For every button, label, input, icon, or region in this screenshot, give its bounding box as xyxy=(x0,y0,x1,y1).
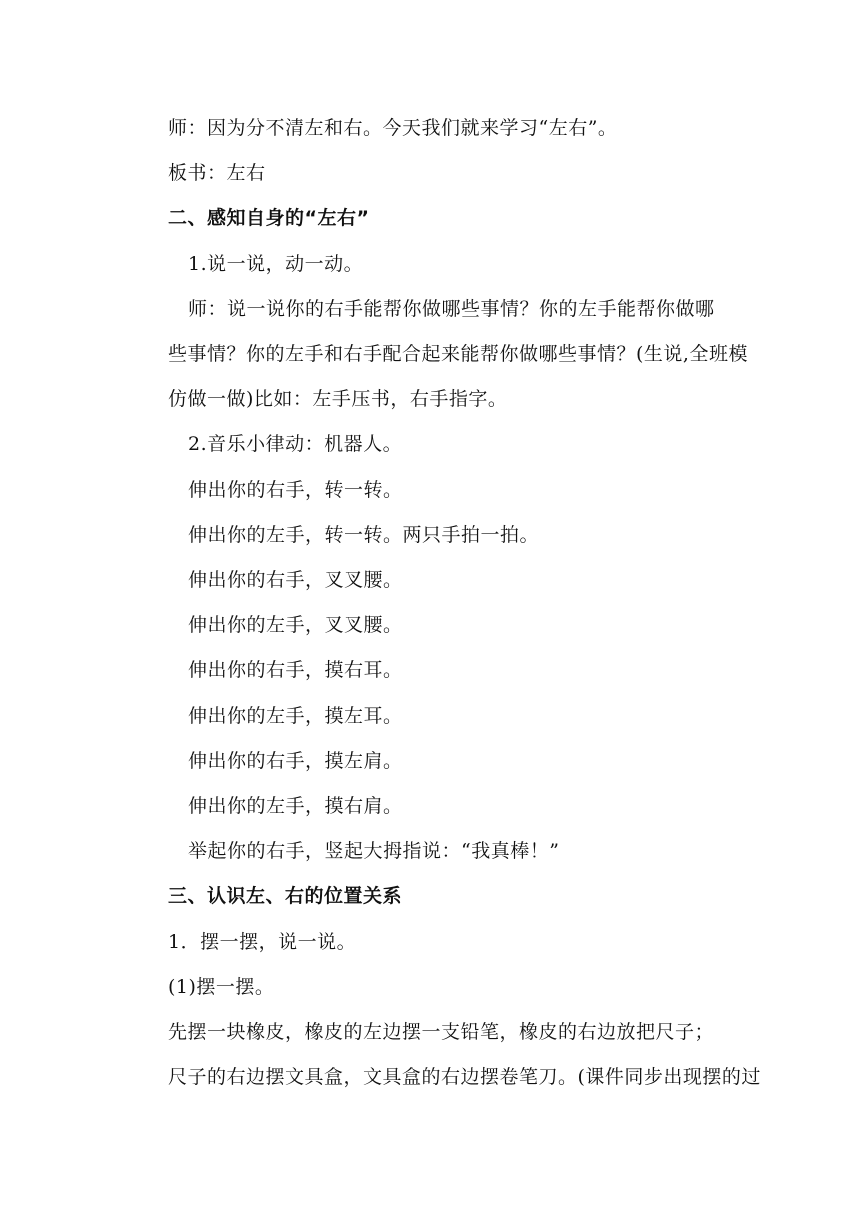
rhyme-line: 伸出你的左手，叉叉腰。 xyxy=(188,614,403,636)
paragraph-arrangement: 先摆一块橡皮，橡皮的左边摆一支铅笔，橡皮的右边放把尺子； xyxy=(168,1021,715,1043)
subsection-2: 2.音乐小律动：机器人。 xyxy=(188,433,403,455)
rhyme-line: 伸出你的右手，叉叉腰。 xyxy=(188,569,403,591)
rhyme-line: 举起你的右手，竖起大拇指说：“我真棒！” xyxy=(188,840,560,862)
subsection-1: 1.说一说，动一动。 xyxy=(188,253,364,275)
paragraph-teacher-question: 师：说一说你的右手能帮你做哪些事情？你的左手能帮你做哪 xyxy=(188,298,715,320)
paragraph-teacher-intro: 师：因为分不清左和右。今天我们就来学习“左右”。 xyxy=(168,117,618,139)
rhyme-line: 伸出你的右手，转一转。 xyxy=(188,479,403,501)
paragraph-arrangement-cont: 尺子的右边摆文具盒，文具盒的右边摆卷笔刀。(课件同步出现摆的过 xyxy=(168,1066,761,1088)
rhyme-line: 伸出你的右手，摸左肩。 xyxy=(188,750,403,772)
rhyme-line: 伸出你的左手，摸右肩。 xyxy=(188,795,403,817)
subsection-1: 1．摆一摆，说一说。 xyxy=(168,931,357,953)
subsection-1-1: (1)摆一摆。 xyxy=(168,976,275,998)
paragraph-blackboard: 板书：左右 xyxy=(168,162,266,184)
paragraph-teacher-question-end: 仿做一做)比如：左手压书，右手指字。 xyxy=(168,388,508,410)
rhyme-line: 伸出你的右手，摸右耳。 xyxy=(188,659,403,681)
paragraph-teacher-question-cont: 些事情？你的左手和右手配合起来能帮你做哪些事情？(生说,全班模 xyxy=(168,343,748,365)
rhyme-line: 伸出你的左手，转一转。两只手拍一拍。 xyxy=(188,524,540,546)
rhyme-line: 伸出你的左手，摸左耳。 xyxy=(188,705,403,727)
section-heading-3: 三、认识左、右的位置关系 xyxy=(168,885,403,907)
section-heading-2: 二、感知自身的“左右” xyxy=(168,207,370,229)
